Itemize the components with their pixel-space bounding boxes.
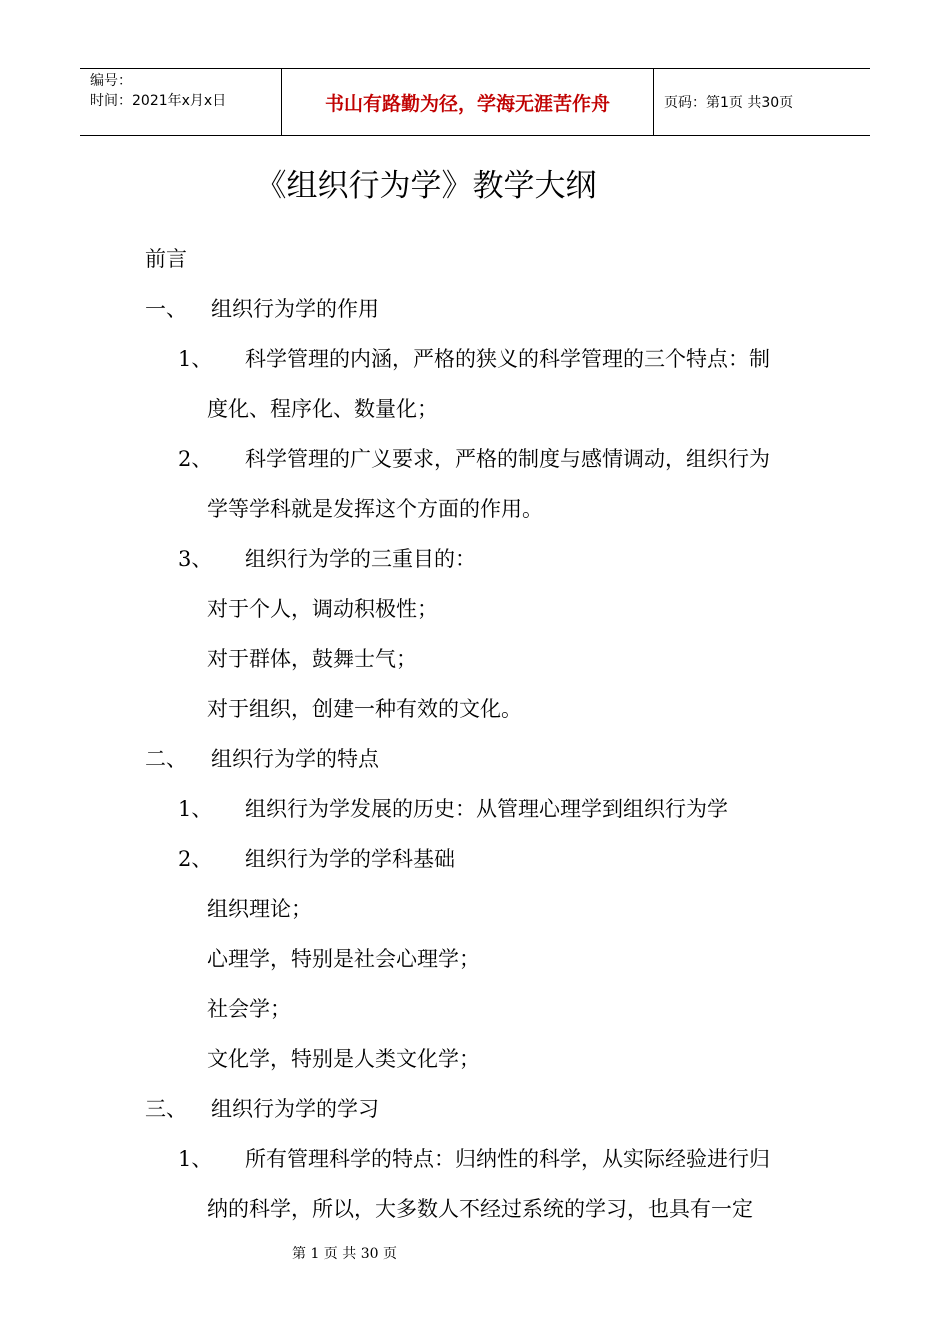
- list-item: 1、 组织行为学发展的历史：从管理心理学到组织行为学: [178, 797, 728, 821]
- line-preface: 前言: [145, 247, 187, 271]
- sub-point: 社会学；: [207, 997, 291, 1021]
- page-header: [80, 68, 870, 136]
- document-number-label: 编号：: [90, 73, 132, 89]
- list-item: 1、 所有管理科学的特点：归纳性的科学，从实际经验进行归: [178, 1147, 770, 1171]
- sub-point: 文化学，特别是人类文化学；: [207, 1047, 480, 1071]
- list-item: 1、 科学管理的内涵，严格的狭义的科学管理的三个特点：制: [178, 347, 770, 371]
- header-page-info: 页码：第1页 共30页: [664, 95, 794, 111]
- sub-point: 对于个人，调动积极性；: [207, 597, 438, 621]
- sub-point: 组织理论；: [207, 897, 312, 921]
- list-item-continuation: 学等学科就是发挥这个方面的作用。: [207, 497, 543, 521]
- list-item: 2、 科学管理的广义要求，严格的制度与感情调动，组织行为: [178, 447, 770, 471]
- page-footer: 第 1 页 共 30 页: [292, 1246, 397, 1262]
- list-item-continuation: 纳的科学，所以，大多数人不经过系统的学习，也具有一定: [207, 1197, 753, 1221]
- section-heading-1: 一、 组织行为学的作用: [145, 297, 379, 321]
- section-heading-2: 二、 组织行为学的特点: [145, 747, 379, 771]
- document-time-label: 时间：2021年x月x日: [90, 93, 227, 109]
- list-item: 2、 组织行为学的学科基础: [178, 847, 455, 871]
- list-item: 3、 组织行为学的三重目的：: [178, 547, 476, 571]
- header-info-cell: [80, 69, 282, 135]
- sub-point: 心理学，特别是社会心理学；: [207, 947, 480, 971]
- list-item-continuation: 度化、程序化、数量化；: [207, 397, 438, 421]
- section-heading-3: 三、 组织行为学的学习: [145, 1097, 379, 1121]
- sub-point: 对于组织，创建一种有效的文化。: [207, 697, 522, 721]
- sub-point: 对于群体，鼓舞士气；: [207, 647, 417, 671]
- document-title: 《组织行为学》教学大纲: [255, 168, 597, 204]
- header-motto: 书山有路勤为径，学海无涯苦作舟: [282, 69, 654, 135]
